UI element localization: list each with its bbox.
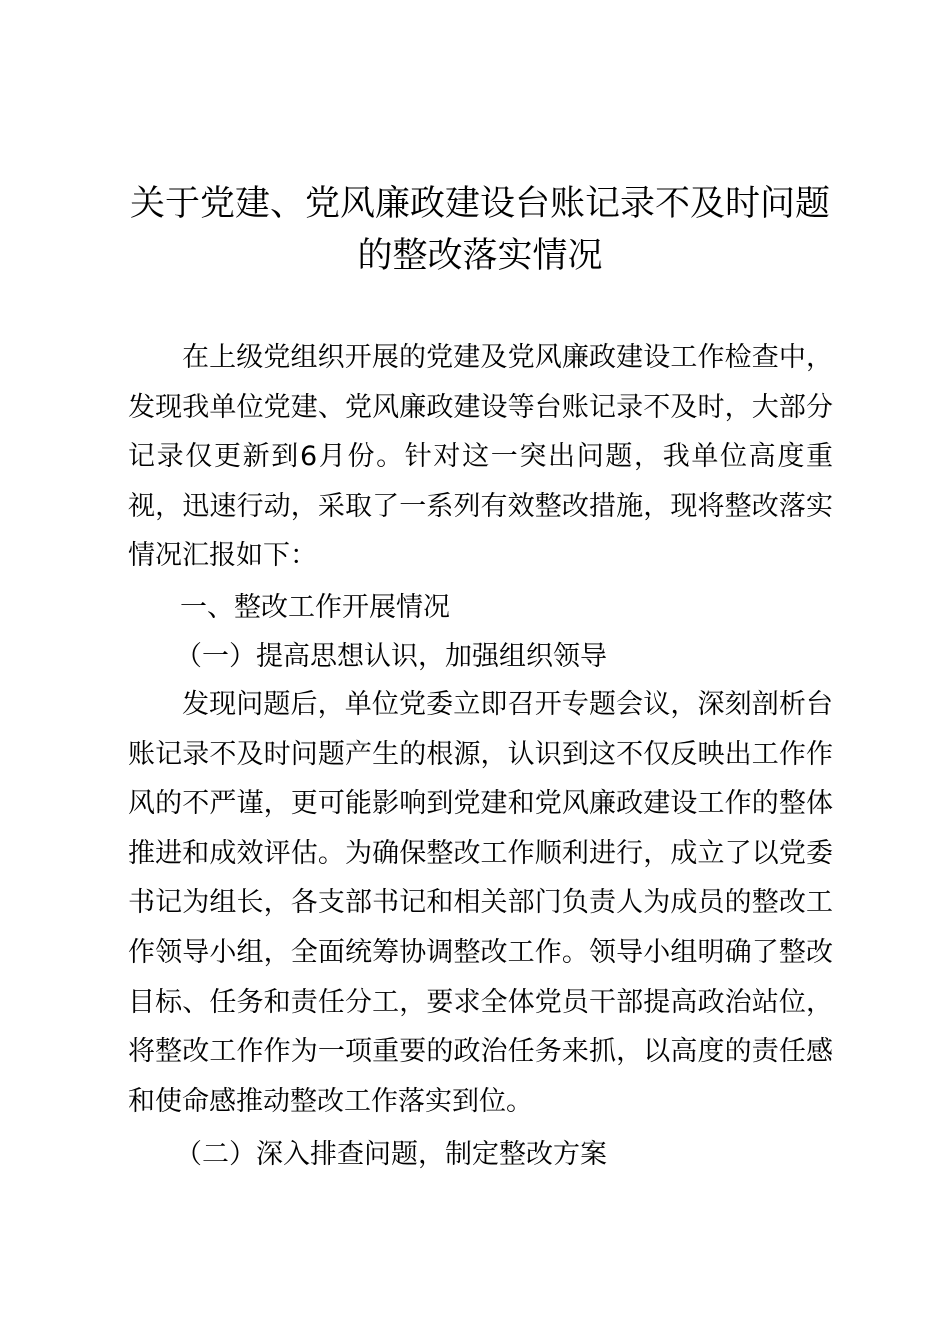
document-title-line-1: 关于党建、党风廉政建设台账记录不及时问题 [129, 184, 830, 224]
subsection-1-paragraph: 发现问题后，单位党委立即召开专题会议，深刻剖析台账记录不及时问题产生的根源，认识到这不仅反映出工作作风的不严谨，更可能影响到党建和党风廉政建设工作的整体推进和成效评估。为确保整改工作顺利进行，成立了以党委书记为组长，各支部书记和相关部门负责人为成员的整改工作领导小组，全面统筹协调整改工作。领导小组明确了整改目标、任务和责任分工，要求全体党员干部提高政治站位，将整改工作作为一项重要的政治任务来抓，以高度的责任感和使命感推动整改工作落实到位。 [128, 689, 833, 1117]
subsection-1-heading: （一）提高思想认识，加强组织领导 [175, 641, 607, 672]
intro-paragraph: 在上级党组织开展的党建及党风廉政建设工作检查中，发现我单位党建、党风廉政建设等台账记录不及时，大部分记录仅更新到6月份。针对这一突出问题，我单位高度重视，迅速行动，采取了一系列有效整改措施，现将整改落实情况汇报如下： [128, 342, 833, 572]
subsection-2-heading: （二）深入排查问题，制定整改方案 [175, 1139, 607, 1170]
document-title-line-2: 的整改落实情况 [357, 236, 603, 276]
section-1-heading: 一、整改工作开展情况 [180, 592, 450, 623]
